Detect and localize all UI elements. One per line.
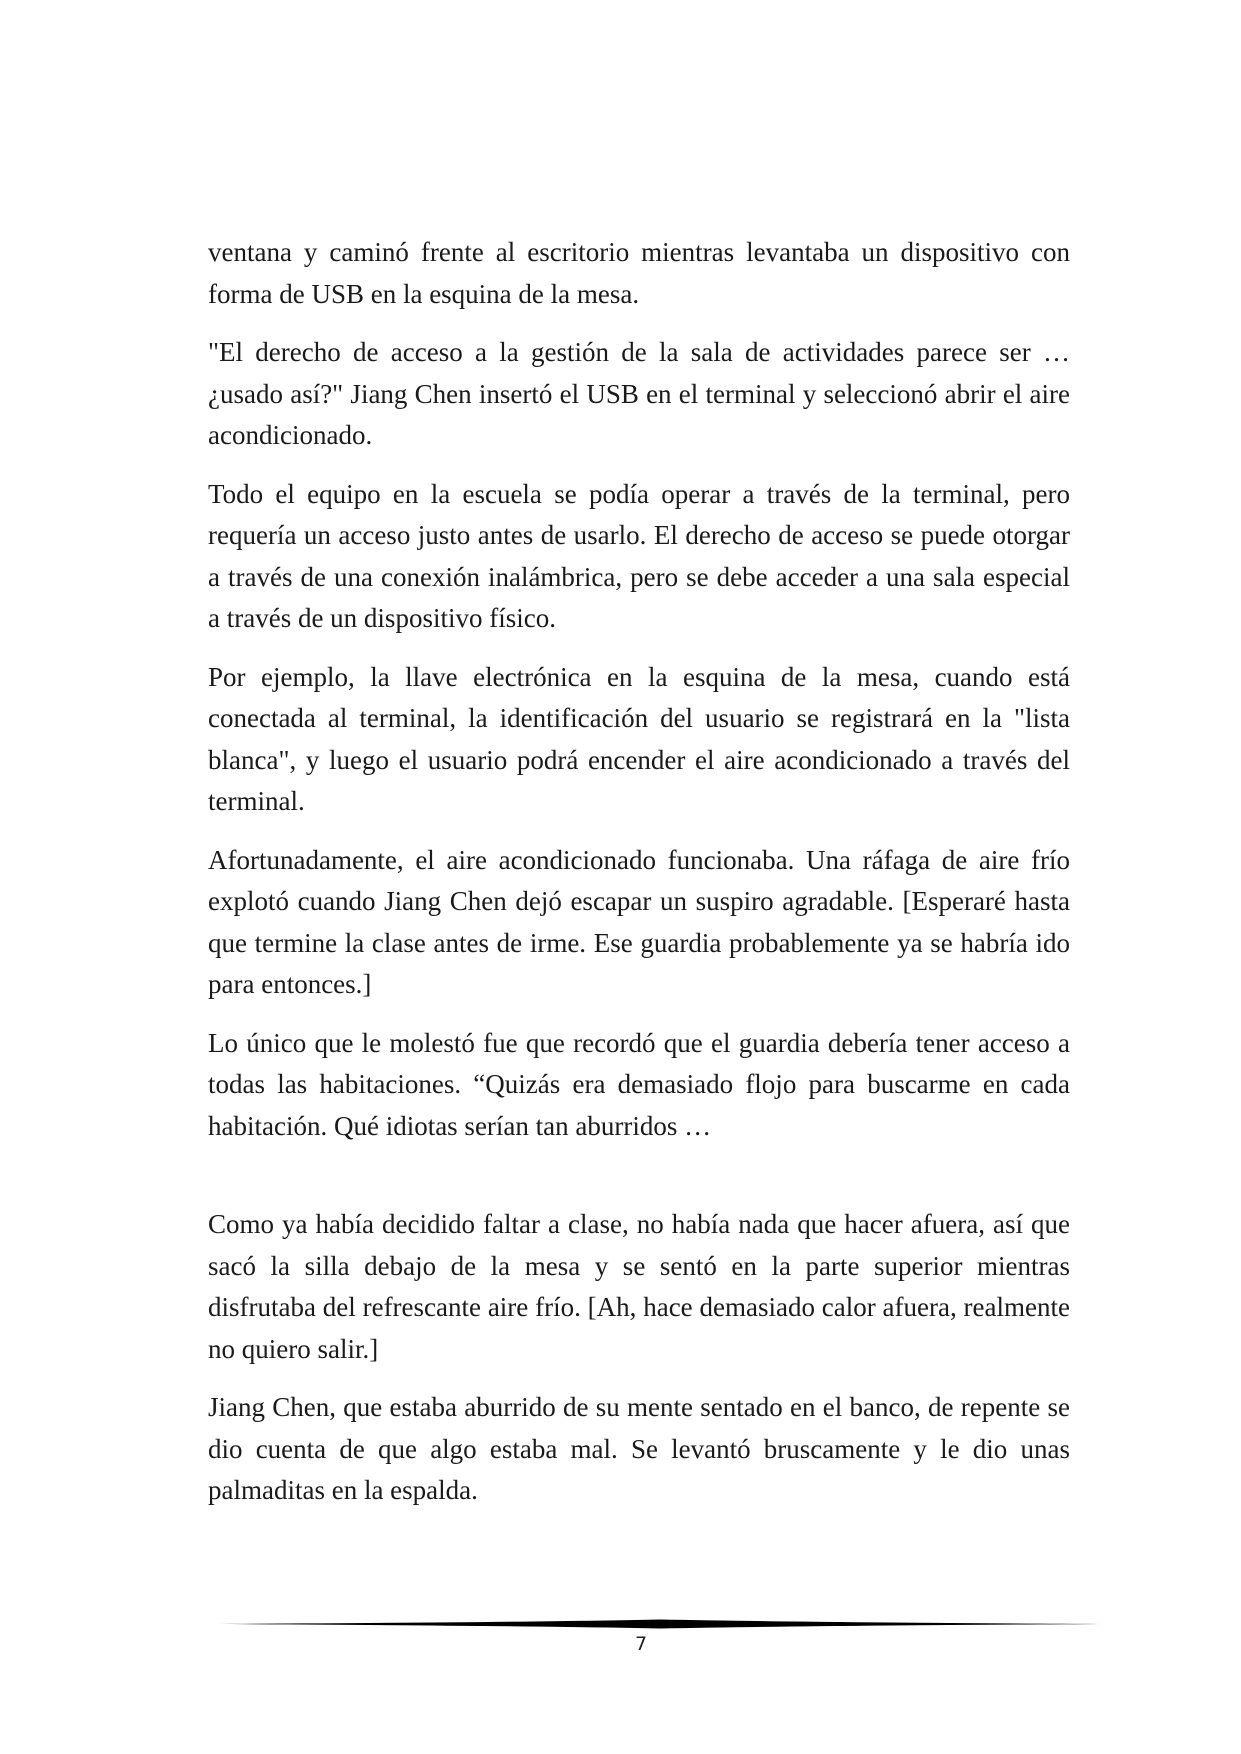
section-break — [208, 1164, 1070, 1204]
page-number: 7 — [634, 1633, 648, 1655]
paragraph-6: Lo único que le molestó fue que recordó que el guardia debería tener acceso a todas las habitaciones. “Quizás era demasiado flojo para buscarme en cada habitación. Qué idiotas serían tan aburridos … — [208, 1027, 1070, 1141]
paragraph-3: Todo el equipo en la escuela se podía operar a través de la terminal, pero requería un acceso justo antes de usarlo. El derecho de acceso se puede otorgar a través de una conexión inalámbrica, pero se debe acceder a una sala especial a través de un dispositivo físico. — [208, 478, 1070, 633]
paragraph-7: Como ya había decidido faltar a clase, no había nada que hacer afuera, así que sacó la silla debajo de la mesa y se sentó en la parte superior mientras disfrutaba del refrescante aire frío. [Ah, hace demasiado calor afuera, realmente no quiero salir.] — [208, 1209, 1070, 1364]
paragraph-4: Por ejemplo, la llave electrónica en la esquina de la mesa, cuando está conectada al terminal, la identificación del usuario se registrará en la "lista blanca", y luego el usuario podrá encender el aire acondicionado a través del terminal. — [208, 661, 1070, 816]
paragraph-2: "El derecho de acceso a la gestión de la sala de actividades parece ser … ¿usado así?" Jiang Chen insertó el USB en el terminal y seleccionó abrir el aire acondicionado. — [208, 337, 1070, 450]
footer-divider-rule — [208, 1618, 1112, 1630]
paragraph-5: Afortunadamente, el aire acondicionado funcionaba. Una ráfaga de aire frío explotó cuando Jiang Chen dejó escapar un suspiro agradable. [Esperaré hasta que termine la clase antes de irme. Ese guardia probablemente ya se habría ido para entonces.] — [208, 844, 1070, 999]
paragraph-1: ventana y caminó frente al escritorio mientras levantaba un dispositivo con forma de USB en la esquina de la mesa. — [208, 237, 1070, 309]
paragraph-8: Jiang Chen, que estaba aburrido de su mente sentado en el banco, de repente se dio cuenta de que algo estaba mal. Se levantó bruscamente y le dio unas palmaditas en la espalda. — [208, 1392, 1070, 1505]
page-body-text — [208, 232, 1070, 1529]
